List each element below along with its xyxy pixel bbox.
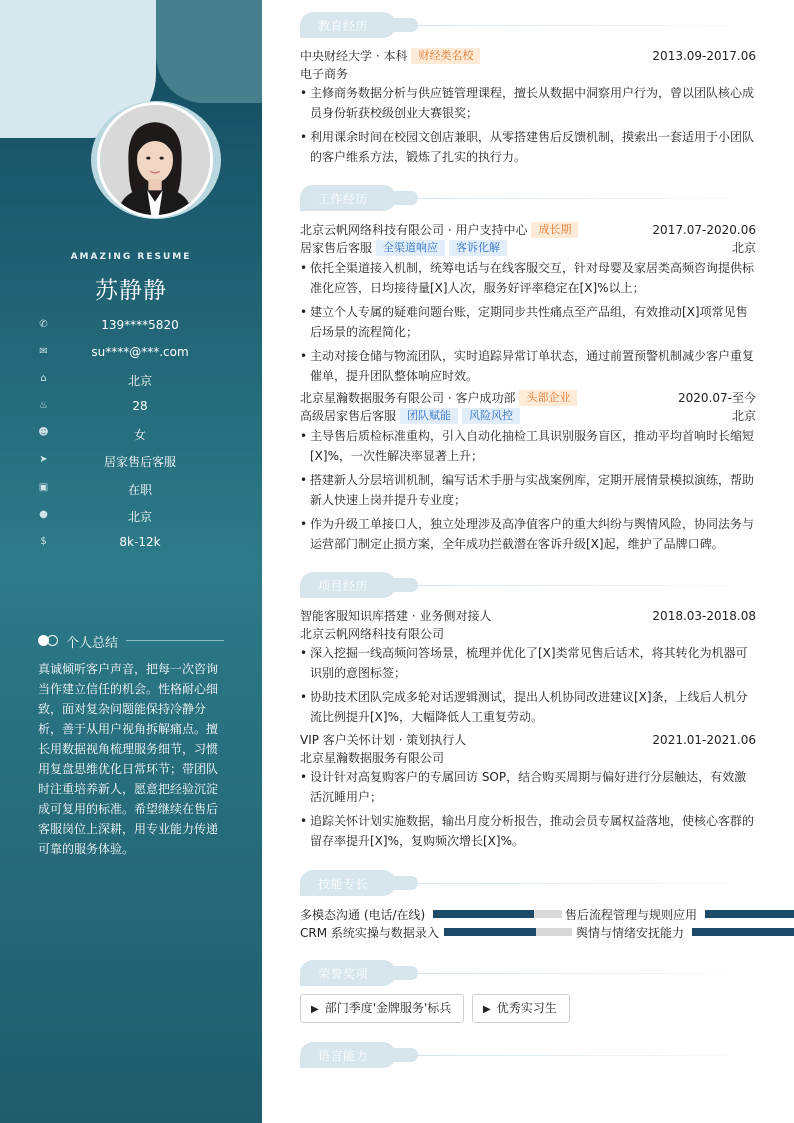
- section-pill-tail: [388, 18, 418, 32]
- job-city: 北京: [731, 241, 756, 255]
- info-salary: [0, 533, 262, 560]
- section-title: 荣誉奖项: [318, 967, 369, 981]
- school-tag: 财经类名校: [411, 48, 480, 64]
- role-tag: 团队赋能: [400, 408, 458, 424]
- section-header-projects: [300, 572, 756, 600]
- section-header-languages: [300, 1042, 756, 1070]
- award-label: 部门季度'金牌服务'标兵: [324, 1001, 452, 1015]
- education-header-row: [300, 47, 756, 65]
- avatar-portrait: [100, 105, 210, 215]
- section-header-awards: [300, 960, 756, 988]
- section-title: 项目经历: [318, 579, 369, 593]
- summary-ring-icon: [47, 635, 58, 646]
- job-role: 高级居家售后客服: [300, 409, 397, 423]
- target-position-text: 居家售后客服: [103, 455, 176, 470]
- target-city-text: 北京: [127, 509, 152, 524]
- job-1-header-row: [300, 221, 756, 239]
- decorative-shape-mid: [156, 0, 262, 103]
- list-item: • 作为升级工单接口人，独立处理涉及高净值客户的重大纠纷与舆情风险，协同法务与运营部门制定止损方案，全年成功拦截潜在客诉升级[X]起，维护了品牌口碑。: [300, 514, 756, 554]
- send-icon: ➤: [39, 454, 48, 466]
- project-name: VIP 客户关怀计划 · 策划执行人: [300, 733, 467, 747]
- role-tag: 全渠道响应: [376, 240, 445, 256]
- project-1-header-row: [300, 607, 756, 625]
- section-pill-tail: [388, 578, 418, 592]
- section-pill-tail: [388, 876, 418, 890]
- section-title: 教育经历: [318, 19, 369, 33]
- skill-name: CRM 系统实操与数据录入: [300, 926, 439, 940]
- section-pill-tail: [388, 191, 418, 205]
- education-bullets: [300, 83, 756, 171]
- company-name: 北京云帆网络科技有限公司 · 用户支持中心: [300, 223, 528, 237]
- section-divider: [418, 973, 728, 974]
- job-2-header-row: [300, 389, 756, 407]
- salary-text: 8k-12k: [119, 534, 161, 549]
- job-status-text: 在职: [127, 482, 152, 497]
- main-content: [300, 0, 756, 1123]
- skill-bar: [433, 910, 562, 918]
- job-period: 2017.07-2020.06: [652, 223, 756, 237]
- section-title: 技能专长: [318, 877, 369, 891]
- project-period: 2018.03-2018.08: [652, 609, 756, 623]
- info-phone: [0, 316, 262, 343]
- list-item: • 利用课余时间在校园文创店兼职，从零搭建售后反馈机制，摸索出一套适用于小团队的客户维系方法，锻炼了扎实的执行力。: [300, 127, 756, 167]
- role-tag: 风险风控: [462, 408, 520, 424]
- skill-bar: [444, 928, 572, 936]
- skill-fill: [444, 928, 536, 936]
- play-triangle-icon: ▶: [483, 1004, 491, 1015]
- list-item: • 搭建新人分层培训机制，编写话术手册与实战案例库，定期开展情景模拟演练，帮助新人快速上岗并提升专业度；: [300, 470, 756, 510]
- list-item: • 主动对接仓储与物流团队，实时追踪异常订单状态，通过前置预警机制减少客户重复催单，提升团队整体响应时效。: [300, 346, 756, 386]
- info-job-status: [0, 479, 262, 506]
- school-name: 中央财经大学 · 本科: [300, 49, 408, 63]
- info-age: [0, 397, 262, 424]
- skill-row: [300, 906, 794, 922]
- company-tag: 头部企业: [519, 390, 577, 406]
- project-1-org-row: [300, 625, 756, 643]
- info-gender: [0, 424, 262, 451]
- cake-icon: ♨: [39, 400, 48, 412]
- skill-row: [300, 924, 794, 940]
- project-org: 北京云帆网络科技有限公司: [300, 627, 445, 641]
- project-period: 2021.01-2021.06: [652, 733, 756, 747]
- job-role: 居家售后客服: [300, 241, 373, 255]
- award-label: 优秀实习生: [496, 1001, 557, 1015]
- section-divider: [418, 1055, 728, 1056]
- location-pin-icon: ●: [39, 508, 48, 520]
- email-text: su****@***.com: [91, 345, 189, 360]
- candidate-name: 苏静静: [95, 278, 167, 304]
- list-item: • 建立个人专属的疑难问题台账，定期同步共性痛点至产品组，有效推动[X]项常见售后场景的流程简化；: [300, 302, 756, 342]
- residence-text: 北京: [127, 374, 152, 389]
- play-triangle-icon: ▶: [311, 1004, 319, 1015]
- section-header-skills: [300, 870, 756, 898]
- info-target-city: [0, 506, 262, 533]
- list-item: • 协助技术团队完成多轮对话逻辑测试，提出人机协同改进建议[X]条，上线后人机分流比例提升[X]%，大幅降低人工重复劳动。: [300, 687, 756, 727]
- contact-info-list: [0, 316, 262, 560]
- major-name: 电子商务: [300, 67, 349, 81]
- info-residence: [0, 370, 262, 397]
- age-text: 28: [132, 399, 148, 414]
- gender-icon: ☻: [38, 427, 49, 439]
- summary-header: [38, 632, 224, 650]
- job-2-bullets: [300, 426, 756, 558]
- skill-bar: [692, 928, 794, 936]
- company-tag: 成长期: [531, 222, 578, 238]
- summary-title: 个人总结: [66, 636, 119, 651]
- section-pill-tail: [388, 966, 418, 980]
- job-1-bullets: [300, 258, 756, 390]
- resume-tagline: AMAZING RESUME: [70, 252, 192, 262]
- info-target-position: [0, 451, 262, 478]
- job-2-role-row: [300, 407, 756, 425]
- section-divider: [418, 25, 728, 26]
- project-2-bullets: [300, 767, 756, 855]
- salary-icon: $: [40, 535, 47, 547]
- list-item: • 主修商务数据分析与供应链管理课程，擅长从数据中洞察用户行为，曾以团队核心成员身份斩获校级创业大赛银奖；: [300, 83, 756, 123]
- list-item: • 主导售后质检标准重构，引入自动化抽检工具识别服务盲区，推动平均首响时长缩短[X]%，一次性解决率显著上升；: [300, 426, 756, 466]
- award-badge: [472, 994, 570, 1023]
- home-icon: ⌂: [40, 373, 47, 385]
- skill-name: 多模态沟通 (电话/在线): [300, 908, 426, 922]
- list-item: • 追踪关怀计划实施数据，输出月度分析报告，推动会员专属权益落地，使核心客群的留存率提升[X]%，复购频次增长[X]%。: [300, 811, 756, 851]
- company-name: 北京星瀚数据服务有限公司 · 客户成功部: [300, 391, 516, 405]
- project-2-org-row: [300, 749, 756, 767]
- project-2-header-row: [300, 731, 756, 749]
- gender-text: 女: [133, 428, 146, 443]
- award-badge: [300, 994, 464, 1023]
- skill-fill: [705, 910, 794, 918]
- job-period: 2020.07-至今: [678, 391, 756, 405]
- major-row: [300, 65, 756, 83]
- job-1-role-row: [300, 239, 756, 257]
- summary-divider: [126, 640, 224, 641]
- sidebar: [0, 0, 262, 1123]
- section-divider: [418, 585, 728, 586]
- list-item: • 设计针对高复购客户的专属回访 SOP，结合购买周期与偏好进行分层触达，有效激活沉睡用户；: [300, 767, 756, 807]
- education-period: 2013.09-2017.06: [652, 49, 756, 63]
- briefcase-icon: ▣: [38, 481, 49, 493]
- job-city: 北京: [731, 409, 756, 423]
- avatar: [97, 102, 213, 218]
- section-divider: [418, 883, 728, 884]
- phone-text: 139****5820: [101, 318, 179, 332]
- section-pill-tail: [388, 1048, 418, 1062]
- skill-fill: [433, 910, 534, 918]
- project-1-bullets: [300, 643, 756, 731]
- skill-name: 售后流程管理与规则应用: [565, 908, 698, 922]
- section-title: 语言能力: [318, 1049, 369, 1063]
- phone-icon: ✆: [39, 319, 48, 330]
- list-item: • 依托全渠道接入机制，统筹电话与在线客服交互，针对母婴及家居类高频咨询提供标准化应答，日均接待量[X]人次，服务好评率稳定在[X]%以上；: [300, 258, 756, 298]
- summary-text: 真诚倾听客户声音，把每一次咨询当作建立信任的机会。性格耐心细致，面对复杂问题能保持冷静分析，善于从用户视角拆解痛点。擅长用数据视角梳理服务细节，习惯用复盘思维优化日常环节；带团队时注重培养新人，愿意把经验沉淀成可复用的标准。希望继续在售后客服岗位上深耕，用专业能力传递可靠的服务体验。: [38, 662, 219, 856]
- mail-icon: ✉: [39, 346, 48, 358]
- list-item: • 深入挖掘一线高频问答场景，梳理并优化了[X]类常见售后话术，将其转化为机器可识别的意图标签；: [300, 643, 756, 683]
- section-header-education: [300, 12, 756, 40]
- section-title: 工作经历: [318, 192, 369, 206]
- role-tag: 客诉化解: [449, 240, 507, 256]
- project-org: 北京星瀚数据服务有限公司: [300, 751, 445, 765]
- section-header-work: [300, 185, 756, 213]
- section-divider: [418, 198, 728, 199]
- info-email: [0, 343, 262, 370]
- skill-name: 舆情与情绪安抚能力: [576, 926, 685, 940]
- project-name: 智能客服知识库搭建 · 业务侧对接人: [300, 609, 492, 623]
- skill-bar: [705, 910, 794, 918]
- skill-fill: [692, 928, 794, 936]
